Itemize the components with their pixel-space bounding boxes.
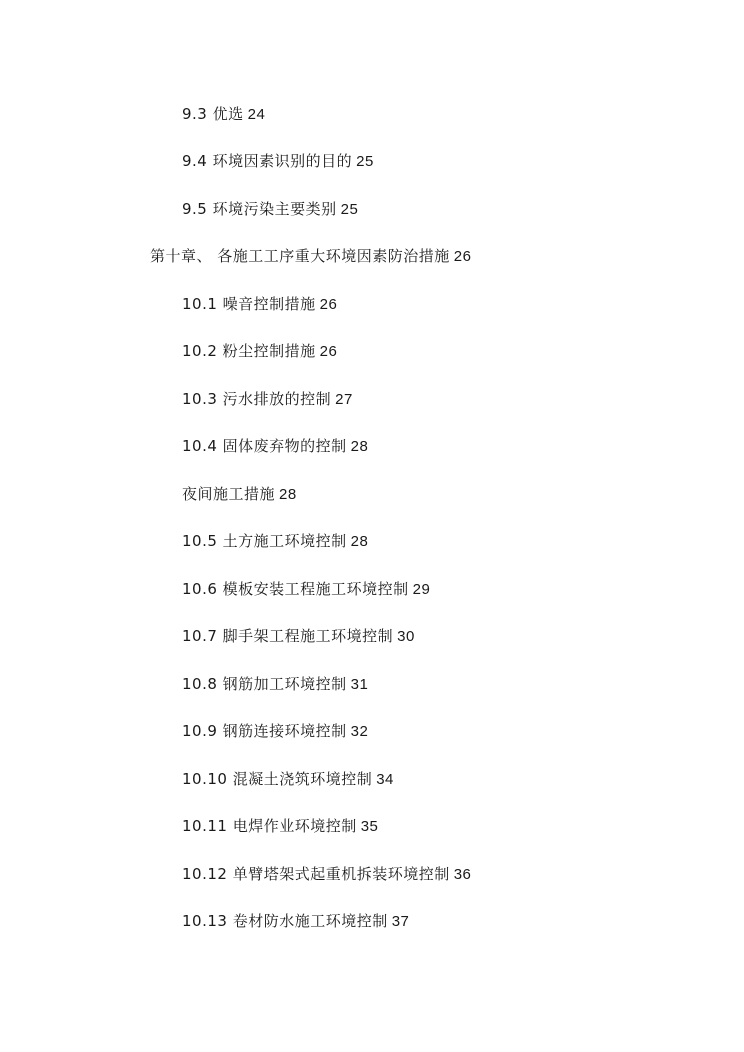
toc-entry-title: 10.3 污水排放的控制 [182, 390, 332, 408]
toc-entry-page: 25 [356, 153, 374, 170]
toc-entry-page: 28 [350, 438, 369, 455]
toc-entry-title: 夜间施工措施 [182, 485, 276, 503]
toc-entry-page: 32 [350, 723, 369, 740]
toc-entry-title: 第十章、 各施工工序重大环境因素防治措施 [150, 247, 450, 265]
toc-entry [182, 436, 368, 457]
toc-entry [182, 864, 471, 885]
toc-entry-title: 10.5 土方施工环境控制 [182, 532, 347, 550]
toc-entry-page: 28 [350, 533, 369, 550]
toc-entry-title: 10.1 噪音控制措施 [182, 295, 316, 313]
toc-entry [182, 531, 368, 552]
toc-entry [182, 104, 265, 125]
toc-entry-title: 9.4 环境因素识别的目的 [182, 152, 353, 170]
toc-entry-page: 25 [340, 201, 359, 218]
toc-entry-page: 28 [279, 486, 297, 503]
toc-entry-page: 26 [453, 248, 472, 265]
toc-entry-title: 10.12 单臂塔架式起重机拆装环境控制 [182, 865, 450, 883]
toc-entry [182, 721, 368, 742]
toc-entry-title: 10.2 粉尘控制措施 [182, 342, 316, 360]
toc-entry-page: 34 [376, 771, 394, 788]
toc-entry [182, 484, 297, 505]
toc-entry-title: 10.6 模板安装工程施工环境控制 [182, 580, 409, 598]
toc-entry-title: 10.11 电焊作业环境控制 [182, 817, 357, 835]
toc-chapter-heading [150, 246, 471, 267]
toc-entry-title: 9.5 环境污染主要类别 [182, 200, 337, 218]
toc-entry-page: 29 [412, 581, 431, 598]
toc-entry [182, 294, 337, 315]
toc-entry-page: 27 [335, 391, 353, 408]
toc-entry [182, 199, 358, 220]
toc-entry [182, 579, 430, 600]
toc-entry-page: 31 [350, 676, 369, 693]
toc-entry-title: 10.7 脚手架工程施工环境控制 [182, 627, 394, 645]
toc-entry [182, 911, 409, 932]
toc-entry-page: 26 [319, 343, 338, 360]
toc-entry [182, 341, 337, 362]
toc-entry-title: 10.9 钢筋连接环境控制 [182, 722, 347, 740]
toc-entry [182, 816, 378, 837]
toc-entry [182, 769, 394, 790]
toc-entry-page: 26 [319, 296, 338, 313]
toc-entry-page: 35 [360, 818, 379, 835]
toc-entry [182, 626, 415, 647]
toc-entry [182, 674, 368, 695]
toc-entry-page: 24 [247, 106, 266, 123]
toc-entry-title: 10.8 钢筋加工环境控制 [182, 675, 347, 693]
toc-entry-title: 10.4 固体废弃物的控制 [182, 437, 347, 455]
toc-entry-page: 37 [391, 913, 410, 930]
toc-entry-title: 9.3 优选 [182, 105, 244, 123]
toc-entry [182, 389, 353, 410]
toc-entry-title: 10.10 混凝土浇筑环境控制 [182, 770, 373, 788]
toc-entry-page: 30 [397, 628, 415, 645]
toc-entry [182, 151, 374, 172]
toc-entry-title: 10.13 卷材防水施工环境控制 [182, 912, 388, 930]
toc-entry-page: 36 [453, 866, 472, 883]
